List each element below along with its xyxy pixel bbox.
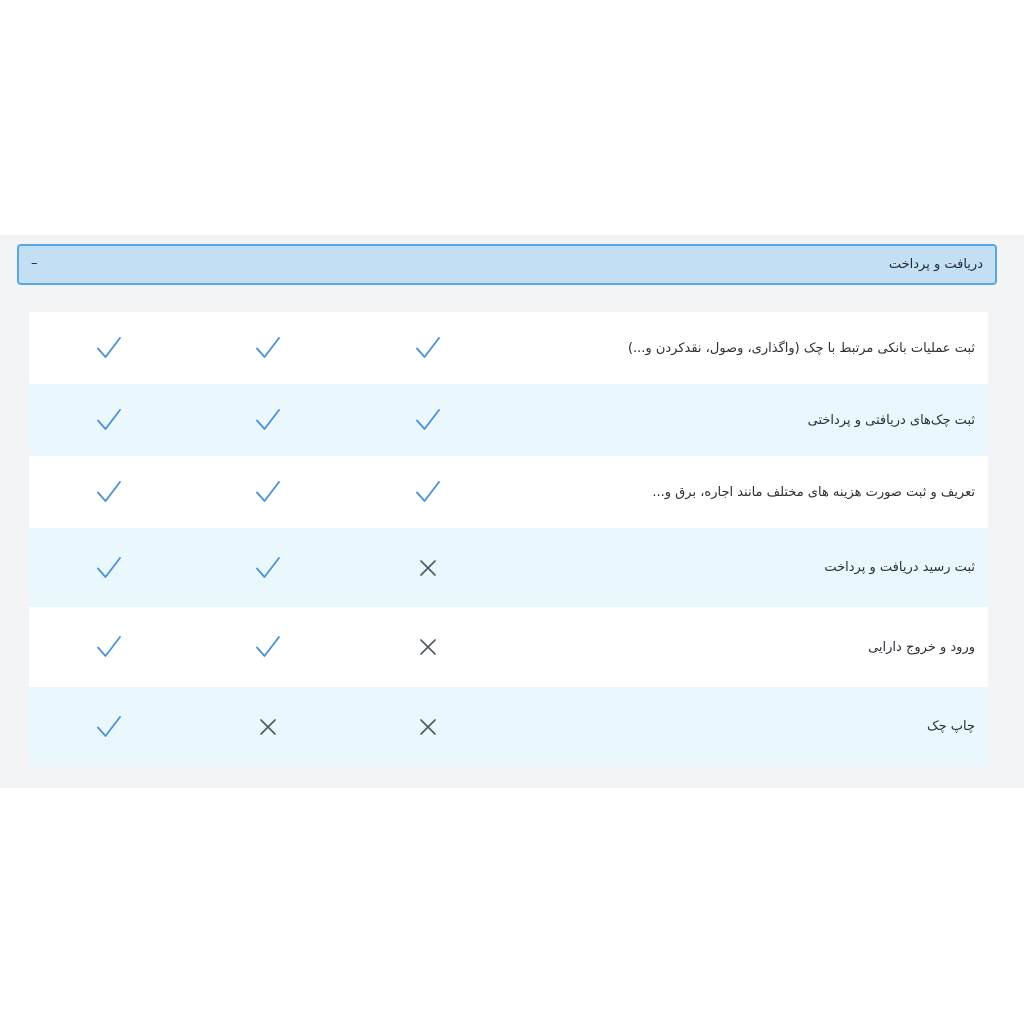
table-row	[29, 687, 988, 766]
plan-cell-2	[248, 384, 288, 456]
feature-label: تعریف و ثبت صورت هزینه های مختلف مانند اجاره، برق و...	[652, 484, 975, 500]
check-icon	[414, 406, 442, 434]
check-icon	[95, 334, 123, 362]
feature-comparison-table	[29, 312, 988, 766]
plan-cell-1	[408, 456, 448, 528]
table-row	[29, 312, 988, 384]
accordion-title: دریافت و پرداخت	[888, 257, 983, 272]
check-icon	[95, 713, 123, 741]
check-icon	[254, 633, 282, 661]
plan-cell-3	[89, 528, 129, 607]
plan-cell-3	[89, 456, 129, 528]
check-icon	[95, 406, 123, 434]
plan-cell-2	[248, 607, 288, 687]
cross-icon	[414, 633, 442, 661]
feature-label: ثبت رسید دریافت و پرداخت	[824, 560, 975, 575]
check-icon	[254, 478, 282, 506]
accordion-header[interactable]	[17, 244, 997, 285]
plan-cell-1	[408, 607, 448, 687]
plan-cell-3	[89, 384, 129, 456]
plan-cell-2	[248, 456, 288, 528]
cross-icon	[414, 554, 442, 582]
plan-cell-3	[89, 312, 129, 384]
plan-cell-2	[248, 528, 288, 607]
table-row	[29, 607, 988, 687]
receipt-payment-section	[0, 235, 1024, 788]
check-icon	[95, 554, 123, 582]
check-icon	[414, 478, 442, 506]
check-icon	[95, 478, 123, 506]
check-icon	[254, 334, 282, 362]
cross-icon	[254, 713, 282, 741]
check-icon	[95, 633, 123, 661]
cross-icon	[414, 713, 442, 741]
plan-cell-1	[408, 384, 448, 456]
plan-cell-1	[408, 312, 448, 384]
plan-cell-3	[89, 687, 129, 766]
feature-label: ثبت عملیات بانکی مرتبط با چک (واگذاری، وصول، نقدکردن و...)	[627, 340, 975, 356]
table-row	[29, 456, 988, 528]
plan-cell-3	[89, 607, 129, 687]
table-row	[29, 384, 988, 456]
plan-cell-1	[408, 687, 448, 766]
check-icon	[254, 406, 282, 434]
check-icon	[254, 554, 282, 582]
collapse-toggle-icon[interactable]: –	[31, 256, 38, 271]
plan-cell-1	[408, 528, 448, 607]
table-row	[29, 528, 988, 607]
plan-cell-2	[248, 312, 288, 384]
feature-label: ثبت چک‌های دریافتی و پرداختی	[807, 412, 975, 428]
feature-label: چاپ چک	[926, 719, 975, 734]
plan-cell-2	[248, 687, 288, 766]
check-icon	[414, 334, 442, 362]
feature-label: ورود و خروج دارایی	[868, 639, 975, 655]
